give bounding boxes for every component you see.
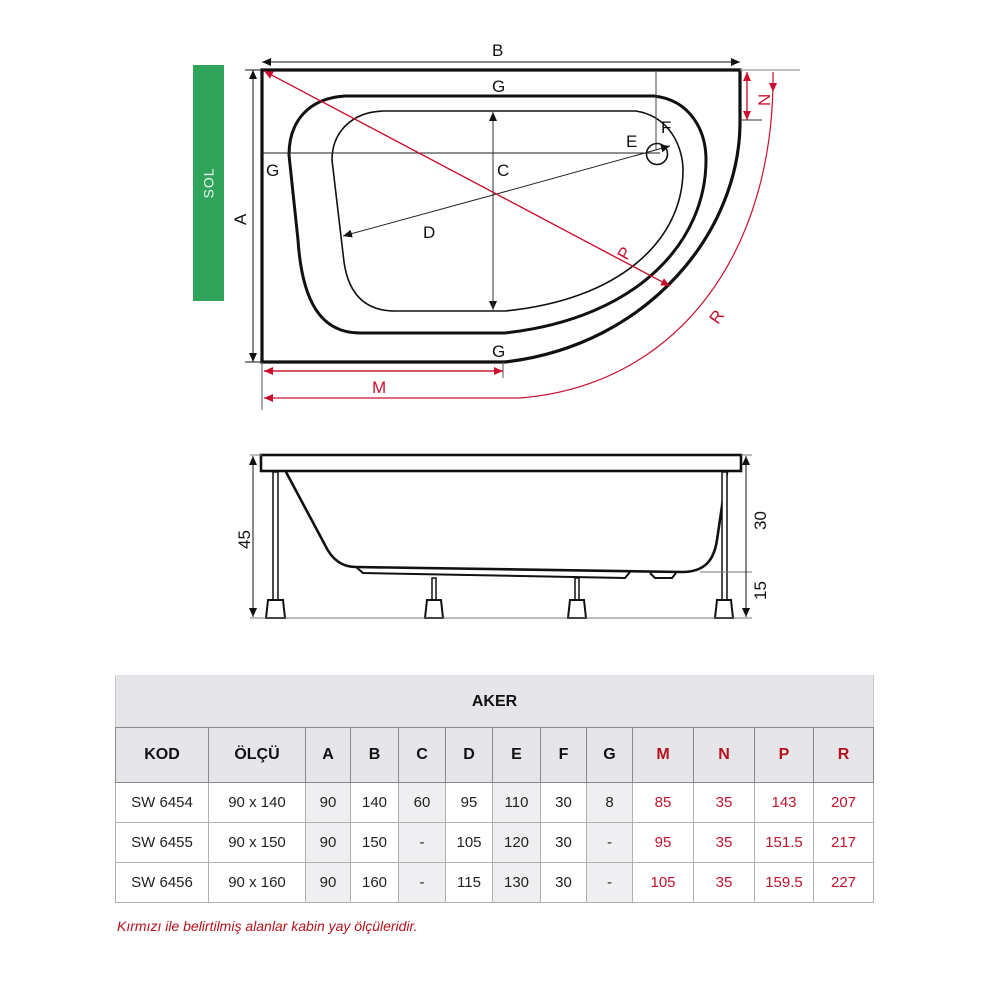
cell-e: 130 (493, 863, 541, 903)
dim-label-p: P (613, 243, 636, 264)
cell-c: 60 (399, 783, 446, 823)
header-m: M (633, 728, 694, 783)
cell-c: - (399, 823, 446, 863)
cell-p: 151.5 (755, 823, 814, 863)
cell-p: 143 (755, 783, 814, 823)
cell-m: 105 (633, 863, 694, 903)
cell-e: 120 (493, 823, 541, 863)
side-dim-45: 45 (235, 530, 254, 549)
cell-a: 90 (306, 783, 351, 823)
cell-g: - (587, 863, 633, 903)
cell-b: 160 (351, 863, 399, 903)
side-indicator-label: SOL (200, 167, 217, 199)
cell-g: - (587, 823, 633, 863)
dim-label-n: N (755, 93, 774, 106)
cell-r: 217 (814, 823, 874, 863)
table-title: AKER (116, 676, 874, 728)
header-n: N (694, 728, 755, 783)
cell-r: 227 (814, 863, 874, 903)
header-d: D (446, 728, 493, 783)
cell-f: 30 (541, 783, 587, 823)
header-kod: KOD (116, 728, 209, 783)
footnote: Kırmızı ile belirtilmiş alanlar kabin yay ölçüleridir. (117, 918, 418, 934)
cell-r: 207 (814, 783, 874, 823)
cell-kod: SW 6456 (116, 863, 209, 903)
table-title-row (116, 676, 874, 728)
spec-table (115, 675, 874, 903)
side-dim-15: 15 (751, 581, 770, 600)
cell-g: 8 (587, 783, 633, 823)
header-b: B (351, 728, 399, 783)
header-a: A (306, 728, 351, 783)
cell-a: 90 (306, 823, 351, 863)
cell-kod: SW 6455 (116, 823, 209, 863)
cell-b: 150 (351, 823, 399, 863)
dim-label-b: B (492, 41, 504, 60)
header-f: F (541, 728, 587, 783)
cell-f: 30 (541, 863, 587, 903)
header-p: P (755, 728, 814, 783)
header-r: R (814, 728, 874, 783)
table-row (116, 823, 874, 863)
tub-outer-outline (262, 70, 740, 362)
cell-olcu: 90 x 160 (209, 863, 306, 903)
dim-label-a: A (231, 213, 250, 225)
cell-b: 140 (351, 783, 399, 823)
cell-f: 30 (541, 823, 587, 863)
cell-e: 110 (493, 783, 541, 823)
dim-label-c: C (497, 161, 510, 180)
side-dim-30: 30 (751, 511, 770, 530)
dim-label-g-top: G (492, 77, 506, 96)
cell-d: 115 (446, 863, 493, 903)
dim-label-d: D (423, 223, 436, 242)
side-view-drawing (250, 455, 752, 618)
drain-icon (647, 144, 668, 165)
table-row (116, 863, 874, 903)
cell-n: 35 (694, 783, 755, 823)
cell-d: 105 (446, 823, 493, 863)
dim-label-f: F (661, 118, 672, 137)
dim-label-g-left: G (266, 161, 280, 180)
header-g: G (587, 728, 633, 783)
dim-label-m: M (372, 378, 387, 397)
table-header-row (116, 728, 874, 783)
cell-m: 85 (633, 783, 694, 823)
cell-a: 90 (306, 863, 351, 903)
cell-olcu: 90 x 150 (209, 823, 306, 863)
cell-d: 95 (446, 783, 493, 823)
cell-n: 35 (694, 823, 755, 863)
cell-c: - (399, 863, 446, 903)
dim-label-g-bottom: G (492, 342, 506, 361)
dim-label-e: E (626, 132, 638, 151)
header-c: C (399, 728, 446, 783)
header-olcu: ÖLÇÜ (209, 728, 306, 783)
cell-m: 95 (633, 823, 694, 863)
tub-rim-outline (289, 96, 706, 333)
cell-kod: SW 6454 (116, 783, 209, 823)
header-e: E (493, 728, 541, 783)
table-row (116, 783, 874, 823)
cell-olcu: 90 x 140 (209, 783, 306, 823)
dim-label-r: R (705, 306, 729, 328)
cell-n: 35 (694, 863, 755, 903)
cell-p: 159.5 (755, 863, 814, 903)
